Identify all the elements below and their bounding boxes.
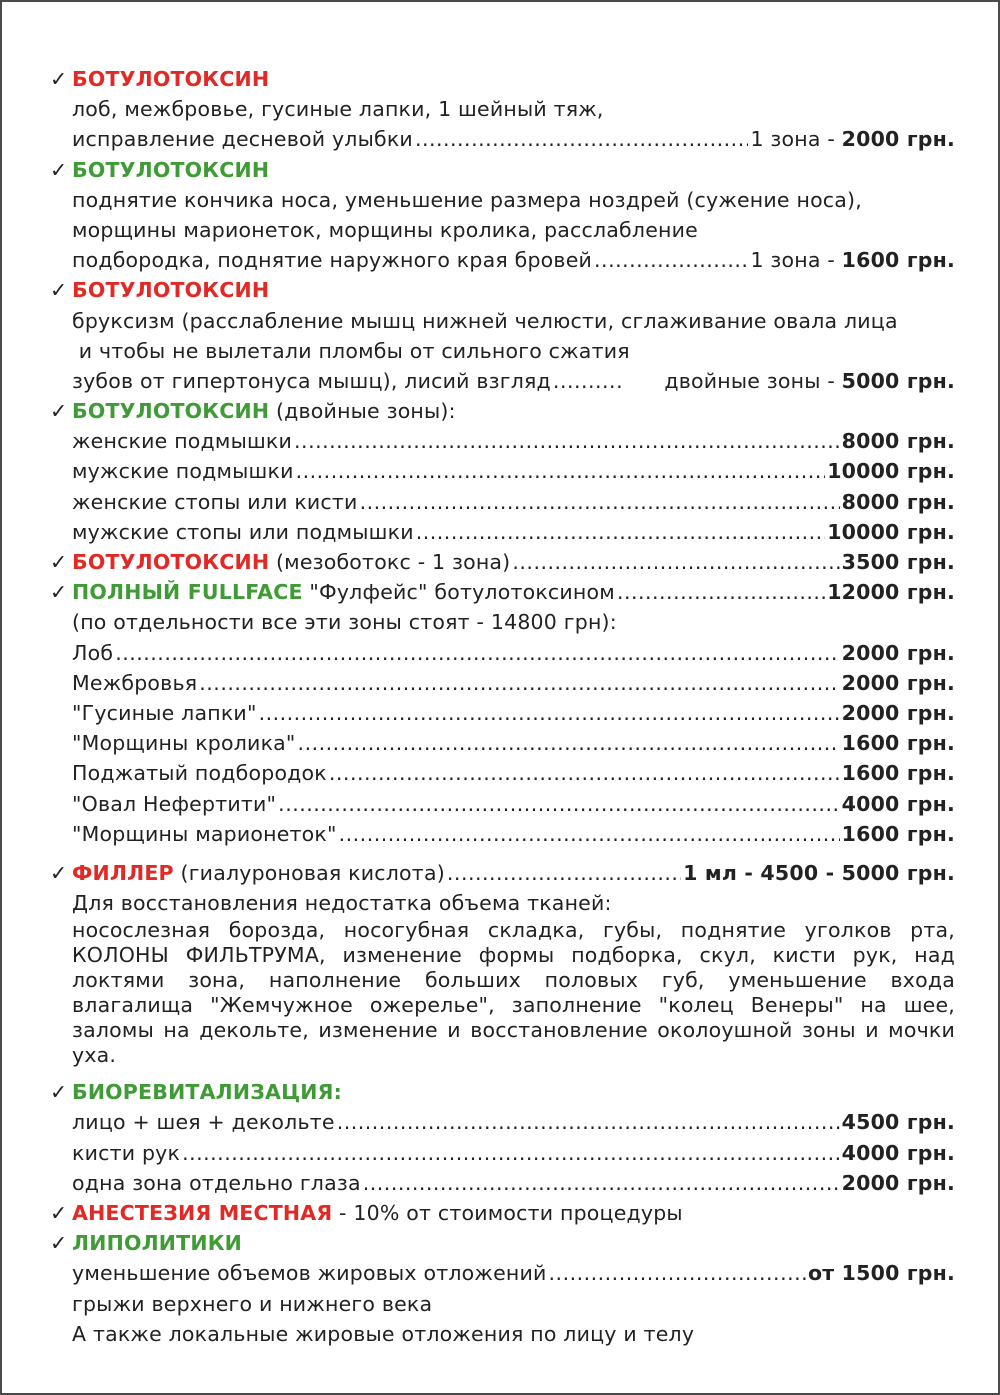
price-row (50, 1258, 955, 1288)
item-price: 8000 грн. (841, 489, 955, 514)
section-subtitle: - 10% от стоимости процедуры (332, 1201, 683, 1225)
section-botox-4-title (50, 396, 955, 426)
spacer (50, 849, 955, 858)
dot-leader (617, 577, 825, 607)
price-row (50, 1138, 955, 1168)
price-row (50, 698, 955, 728)
text-line: морщины марионеток, морщины кролика, расслабление (72, 217, 698, 242)
zone-label: 1 зона - (750, 248, 835, 273)
section-anesthesia (50, 1198, 955, 1228)
price-list-content (50, 64, 955, 1349)
section-botox-2-title (50, 155, 955, 185)
text-line: бруксизм (расслабление мышц нижней челюсти, сглаживание овала лица (72, 308, 898, 333)
filler-description: носослезная борозда, носогубная складка, губы, поднятие уголков рта, КОЛОНЫ ФИЛЬТРУМА, изменение формы подборка, скул, кисти рук, над локтями зона, наполнение больших половых губ, уменьшение входа влагалища "Жемчужное ожерелье", заполнение "колец Венеры" на шее, заломы на декольте, изменение и восстановление околоушной зоны и мочки уха. (72, 918, 955, 1068)
check-icon: ✓ (50, 1201, 68, 1225)
item-label: кисти рук (72, 1140, 181, 1165)
dot-leader (416, 517, 825, 547)
item-price: 8000 грн. (841, 429, 955, 454)
dot-leader (337, 1107, 840, 1137)
item-label: одна зона отдельно глаза (72, 1170, 361, 1195)
section-botox-3-title (50, 275, 955, 305)
price-row (50, 758, 955, 788)
dot-leader (512, 547, 839, 577)
price-row (50, 456, 955, 486)
item-label: зубов от гипертонуса мышц), лисий взгляд (72, 368, 551, 393)
price-row (50, 124, 955, 154)
section-lipolytics-title (50, 1228, 955, 1258)
spacer (50, 1068, 955, 1077)
dot-leader (296, 456, 826, 486)
item-label: женские стопы или кисти (72, 489, 358, 514)
section-title: БОТУЛОТОКСИН (72, 278, 270, 303)
section-botox-1-title (50, 64, 955, 94)
item-label: "Морщины марионеток" (72, 821, 337, 846)
price-row (50, 819, 955, 849)
section-title: БОТУЛОТОКСИН (72, 157, 270, 182)
zone-label: двойные зоны - (664, 368, 835, 393)
price-row (50, 517, 955, 547)
dot-leader (199, 668, 839, 698)
dot-leader (294, 426, 840, 456)
item-price: 4000 грн. (841, 791, 955, 816)
item-price: 10000 грн. (827, 519, 955, 544)
dot-leader (339, 819, 840, 849)
section-title: АНЕСТЕЗИЯ МЕСТНАЯ (72, 1201, 333, 1225)
item-label: Межбровья (72, 670, 198, 695)
item-price: 5000 грн. (841, 368, 955, 393)
text-line: Для восстановления недостатка объема тканей: (72, 891, 612, 916)
section-note: (по отдельности все эти зоны стоят - 14800 грн): (72, 610, 617, 635)
item-price: 10000 грн. (827, 459, 955, 484)
section-title: БИОРЕВИТАЛИЗАЦИЯ: (72, 1080, 343, 1105)
price-row (50, 1168, 955, 1198)
item-label: "Гусиные лапки" (72, 700, 257, 725)
check-icon: ✓ (50, 860, 68, 885)
section-title: ФИЛЛЕР (72, 860, 174, 885)
item-price: 1600 грн. (841, 731, 955, 756)
price-row (50, 638, 955, 668)
text-line: грыжи верхнего и нижнего века (72, 1291, 433, 1316)
dot-leader (298, 728, 840, 758)
check-icon: ✓ (50, 550, 68, 574)
dot-leader (415, 124, 749, 154)
check-icon: ✓ (50, 580, 68, 605)
text-line: и чтобы не вылетали пломбы от сильного сжатия (72, 338, 630, 363)
item-price: 3500 грн. (841, 550, 955, 574)
item-label: Поджатый подбородок (72, 761, 327, 786)
item-label: уменьшение объемов жировых отложений (72, 1261, 547, 1286)
dot-leader (549, 1258, 806, 1288)
item-price: от 1500 грн. (807, 1261, 955, 1286)
item-price: 12000 грн. (827, 580, 955, 605)
item-price: 4500 грн. (841, 1110, 955, 1135)
item-label: женские подмышки (72, 429, 293, 454)
check-icon: ✓ (50, 278, 68, 303)
dot-leader (278, 789, 839, 819)
section-title: ЛИПОЛИТИКИ (72, 1231, 243, 1256)
item-label: подбородка, поднятие наружного края бровей (72, 248, 593, 273)
price-row (50, 668, 955, 698)
item-price: 2000 грн. (841, 127, 955, 152)
section-mesobotox (50, 547, 955, 577)
section-title: БОТУЛОТОКСИН (72, 399, 270, 424)
item-price: 2000 грн. (841, 700, 955, 725)
price-row (50, 728, 955, 758)
item-price: 1600 грн. (841, 248, 955, 273)
check-icon: ✓ (50, 1080, 68, 1105)
price-row (50, 1107, 955, 1137)
item-price: 2000 грн. (841, 1170, 955, 1195)
item-label: исправление десневой улыбки (72, 127, 413, 152)
item-label: "Овал Нефертити" (72, 791, 277, 816)
dot-leader (329, 758, 840, 788)
check-icon: ✓ (50, 67, 68, 91)
price-row (50, 426, 955, 456)
dot-leader (182, 1138, 840, 1168)
dot-leader (360, 487, 840, 517)
dot-leader (363, 1168, 840, 1198)
section-title: ПОЛНЫЙ FULLFACE (72, 580, 303, 605)
check-icon: ✓ (50, 399, 68, 424)
dot-leader (115, 638, 839, 668)
price-row (50, 789, 955, 819)
item-price: 2000 грн. (841, 640, 955, 665)
section-subtitle: "Фулфейс" ботулотоксином (302, 580, 615, 605)
section-biorevitalization-title (50, 1077, 955, 1107)
text-line: А также локальные жировые отложения по лицу и телу (72, 1321, 695, 1346)
text-line: лоб, межбровье, гусиные лапки, 1 шейный тяж, (72, 97, 604, 122)
zone-label: 1 зона - (750, 127, 835, 152)
check-icon: ✓ (50, 157, 68, 182)
price-row (50, 245, 955, 275)
item-price: 1600 грн. (841, 761, 955, 786)
price-row (50, 366, 955, 396)
section-title: БОТУЛОТОКСИН (72, 550, 270, 574)
check-icon: ✓ (50, 1231, 68, 1256)
section-subtitle: (мезоботокс - 1 зона) (269, 550, 511, 574)
item-label: мужские подмышки (72, 459, 294, 484)
section-subtitle: (гиалуроновая кислота) (173, 860, 445, 885)
dot-leader (259, 698, 840, 728)
section-fullface (50, 577, 955, 607)
dot-leader (553, 366, 625, 396)
item-price: 1 мл - 4500 - 5000 грн. (683, 860, 955, 885)
item-price: 1600 грн. (841, 821, 955, 846)
item-label: "Морщины кролика" (72, 731, 296, 756)
item-label: мужские стопы или подмышки (72, 519, 414, 544)
section-title: БОТУЛОТОКСИН (72, 67, 270, 91)
text-line: поднятие кончика носа, уменьшение размера ноздрей (сужение носа), (72, 187, 862, 212)
item-label: Лоб (72, 640, 114, 665)
item-label: лицо + шея + декольте (72, 1110, 335, 1135)
dot-leader (447, 858, 681, 888)
price-row (50, 487, 955, 517)
section-subtitle: (двойные зоны): (269, 399, 456, 424)
dot-leader (594, 245, 748, 275)
section-filler (50, 858, 955, 888)
item-price: 2000 грн. (841, 670, 955, 695)
item-price: 4000 грн. (841, 1140, 955, 1165)
